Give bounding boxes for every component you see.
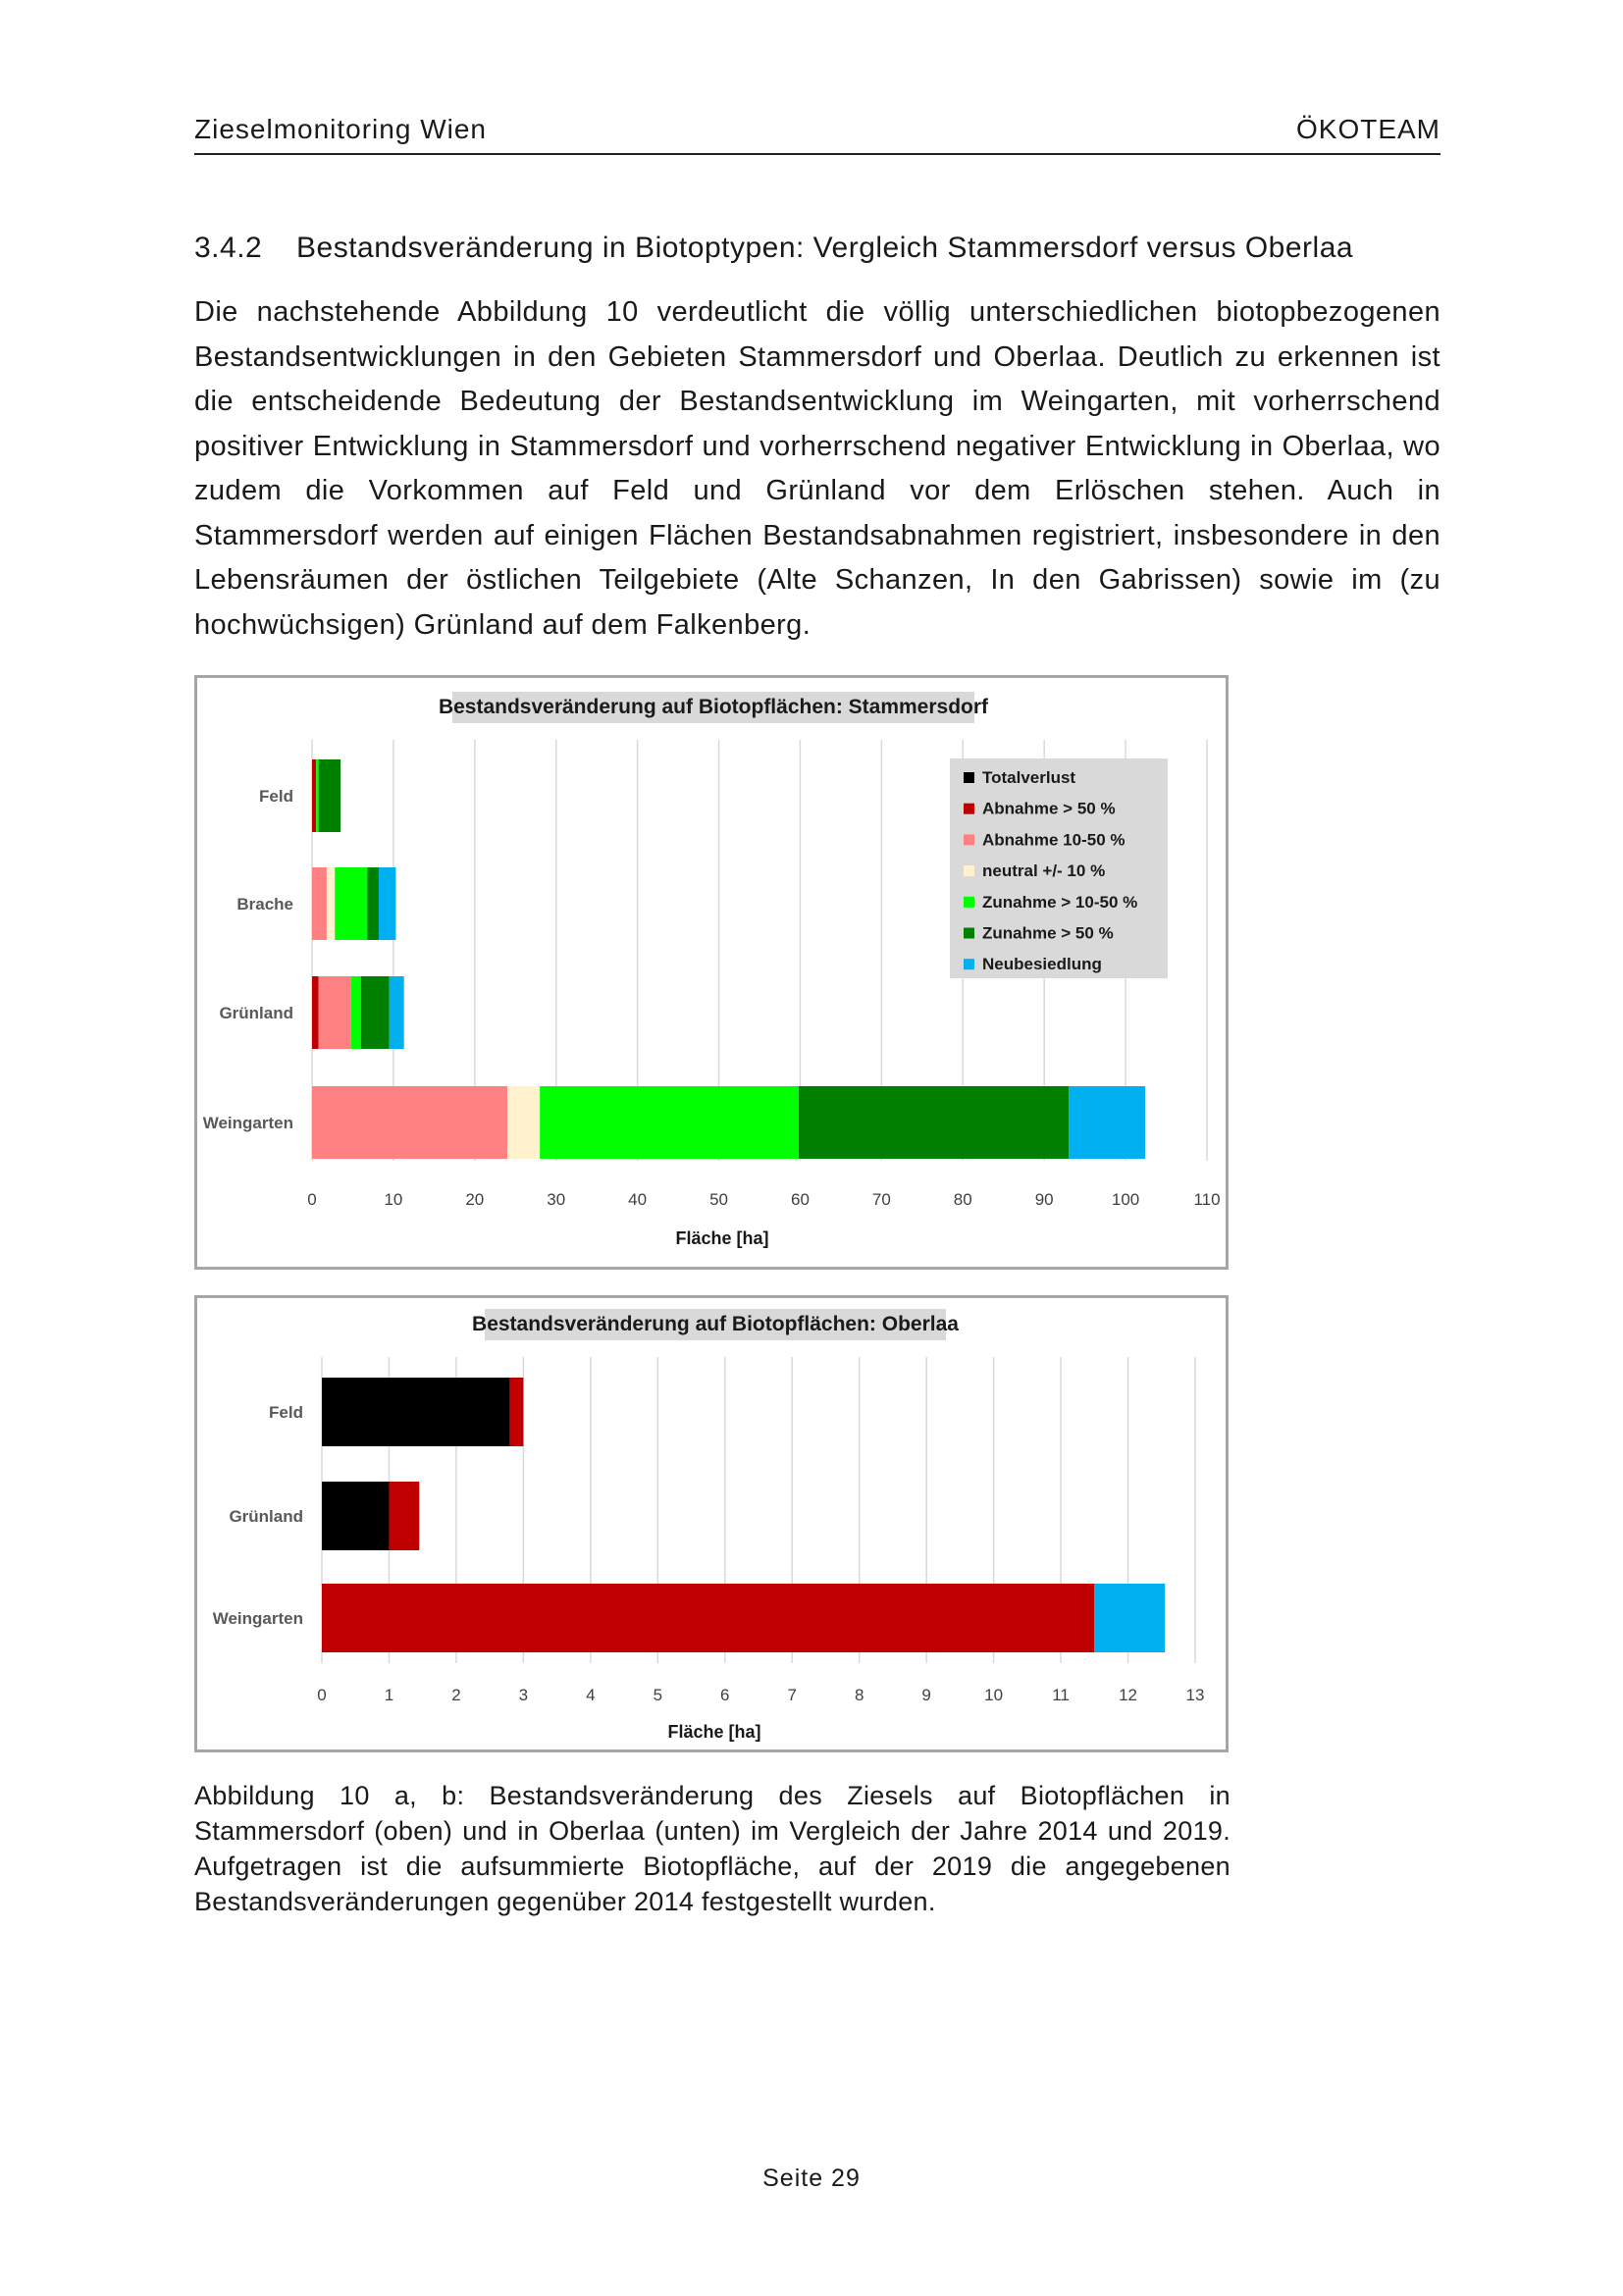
x-tick-label: 1: [384, 1686, 394, 1704]
x-tick-label: 90: [1034, 1190, 1054, 1209]
x-tick-label: 70: [871, 1190, 891, 1209]
bar-feld-abnahme-50: [312, 759, 316, 832]
x-tick-label: 0: [307, 1190, 317, 1209]
bar-gruenland-zunahme-10-50: [351, 976, 361, 1049]
x-tick-label: 110: [1193, 1190, 1221, 1209]
category-label-gruenland: Grünland: [219, 1004, 293, 1022]
x-tick-label: 0: [317, 1686, 327, 1704]
legend-label-abnahme-10-50: Abnahme 10-50 %: [982, 830, 1126, 850]
section-number: 3.4.2: [194, 232, 263, 264]
chart-stammersdorf: [194, 675, 1229, 1270]
legend-label-neutral-10: neutral +/- 10 %: [982, 861, 1106, 881]
x-tick-label: 20: [465, 1190, 485, 1209]
category-label-feld: Feld: [259, 787, 293, 806]
bar-brache-abnahme-10-50: [312, 867, 327, 940]
category-label-weingarten: Weingarten: [212, 1609, 303, 1628]
legend-swatch-neubesiedlung: [964, 959, 974, 969]
legend-label-neubesiedlung: Neubesiedlung: [982, 955, 1102, 974]
x-tick-label: 9: [921, 1686, 931, 1704]
x-tick-label: 80: [953, 1190, 972, 1209]
x-tick-label: 50: [709, 1190, 729, 1209]
x-tick-label: 11: [1052, 1686, 1070, 1704]
x-tick-label: 13: [1185, 1686, 1205, 1704]
body-paragraph: Die nachstehende Abbildung 10 verdeutlicht die völlig unterschiedlichen biotopbezogenen Bestandsentwicklungen in den Gebieten Stammersdorf und Oberlaa. Deutlich zu erkennen ist die entscheidende Bedeutung der Bestandsentwicklung im Weingarten, mit vorherrschend positiver Entwicklung in Stammersdorf und vorherrschend negativer Entwicklung in Oberlaa, wo zudem die Vorkommen auf Feld und Grünland vor dem Erlöschen stehen. Auch in Stammersdorf werden auf einigen Flächen Bestandsabnahmen registriert, insbesondere in den Lebensräumen der östlichen Teilgebiete (Alte Schanzen, In den Gabrissen) sowie im (zu hochwüchsigen) Grünland auf dem Falkenberg.: [194, 296, 1440, 641]
x-tick-label: 5: [653, 1686, 663, 1704]
bar-weingarten-neutral-10: [507, 1086, 540, 1159]
bar-weingarten-abnahme-50: [322, 1584, 1094, 1652]
header-title: Zieselmonitoring Wien: [194, 114, 487, 144]
category-label-weingarten: Weingarten: [202, 1114, 293, 1132]
bar-weingarten-neubesiedlung: [1069, 1086, 1145, 1159]
bar-feld-zunahme-10-50: [316, 759, 318, 832]
chart-stammersdorf-svg: [197, 678, 1226, 1267]
legend-label-zunahme-50: Zunahme > 50 %: [982, 923, 1114, 943]
bar-gruenland-abnahme-50: [389, 1482, 419, 1550]
bar-feld-abnahme-50: [510, 1378, 524, 1446]
x-tick-label: 3: [518, 1686, 529, 1704]
bar-weingarten-neubesiedlung: [1094, 1584, 1165, 1652]
x-tick-label: 40: [628, 1190, 648, 1209]
section-heading: [194, 232, 1353, 265]
bar-brache-zunahme-10-50: [335, 867, 367, 940]
x-tick-label: 10: [984, 1686, 1004, 1704]
chart-oberlaa: [194, 1295, 1229, 1752]
figure-caption: Abbildung 10 a, b: Bestandsveränderung des Ziesels auf Biotopflächen in Stammersdorf (oben) und in Oberlaa (unten) im Vergleich der Jahre 2014 und 2019. Aufgetragen ist die aufsummierte Biotopfläche, auf der 2019 die angegebenen Bestandsveränderungen gegenüber 2014 festgestellt wurden.: [194, 1781, 1230, 1916]
x-tick-label: 8: [854, 1686, 864, 1704]
legend-swatch-neutral-10: [964, 865, 974, 876]
legend-swatch-abnahme-10-50: [964, 834, 974, 845]
bar-weingarten-abnahme-10-50: [312, 1086, 507, 1159]
x-tick-label: 2: [451, 1686, 461, 1704]
bar-gruenland-abnahme-50: [312, 976, 319, 1049]
bar-feld-zunahme-50: [319, 759, 340, 832]
bar-brache-neubesiedlung: [379, 867, 395, 940]
legend-label-abnahme-50: Abnahme > 50 %: [982, 799, 1116, 818]
bar-brache-zunahme-50: [367, 867, 379, 940]
legend: [950, 758, 1168, 978]
category-label-feld: Feld: [269, 1403, 303, 1422]
section-title: Bestandsveränderung in Biotoptypen: Vergleich Stammersdorf versus Oberlaa: [296, 232, 1354, 264]
x-tick-label: 30: [547, 1190, 566, 1209]
x-tick-label: 6: [720, 1686, 730, 1704]
chart-oberlaa-svg: [197, 1298, 1226, 1749]
x-tick-label: 12: [1119, 1686, 1137, 1704]
bar-brache-neutral-10: [327, 867, 335, 940]
chart-title: Bestandsveränderung auf Biotopflächen: Oberlaa: [472, 1313, 959, 1335]
bar-gruenland-zunahme-50: [361, 976, 390, 1049]
legend-swatch-abnahme-50: [964, 804, 974, 814]
x-tick-label: 10: [384, 1190, 403, 1209]
x-tick-label: 7: [787, 1686, 797, 1704]
page-header: [194, 114, 1440, 155]
bar-gruenland-abnahme-10-50: [319, 976, 351, 1049]
bar-gruenland-totalverlust: [322, 1482, 389, 1550]
legend-swatch-zunahme-50: [964, 928, 974, 939]
bar-weingarten-zunahme-50: [799, 1086, 1069, 1159]
x-tick-label: 60: [790, 1190, 810, 1209]
legend-label-zunahme-10-50: Zunahme > 10-50 %: [982, 892, 1138, 912]
category-label-gruenland: Grünland: [229, 1507, 303, 1526]
legend-swatch-zunahme-10-50: [964, 897, 974, 908]
bar-weingarten-zunahme-10-50: [540, 1086, 799, 1159]
x-axis-label: Fläche [ha]: [675, 1228, 769, 1248]
x-tick-label: 100: [1111, 1190, 1140, 1209]
bar-gruenland-neubesiedlung: [390, 976, 404, 1049]
bar-feld-totalverlust: [322, 1378, 510, 1446]
category-label-brache: Brache: [236, 895, 293, 913]
x-axis-label: Fläche [ha]: [667, 1722, 761, 1742]
chart-title: Bestandsveränderung auf Biotopflächen: Stammersdorf: [438, 696, 989, 718]
legend-label-totalverlust: Totalverlust: [982, 768, 1076, 787]
legend-swatch-totalverlust: [964, 772, 974, 783]
x-tick-label: 4: [586, 1686, 596, 1704]
page-number: Seite 29: [762, 2165, 861, 2192]
header-organization: ÖKOTEAM: [1295, 114, 1440, 144]
